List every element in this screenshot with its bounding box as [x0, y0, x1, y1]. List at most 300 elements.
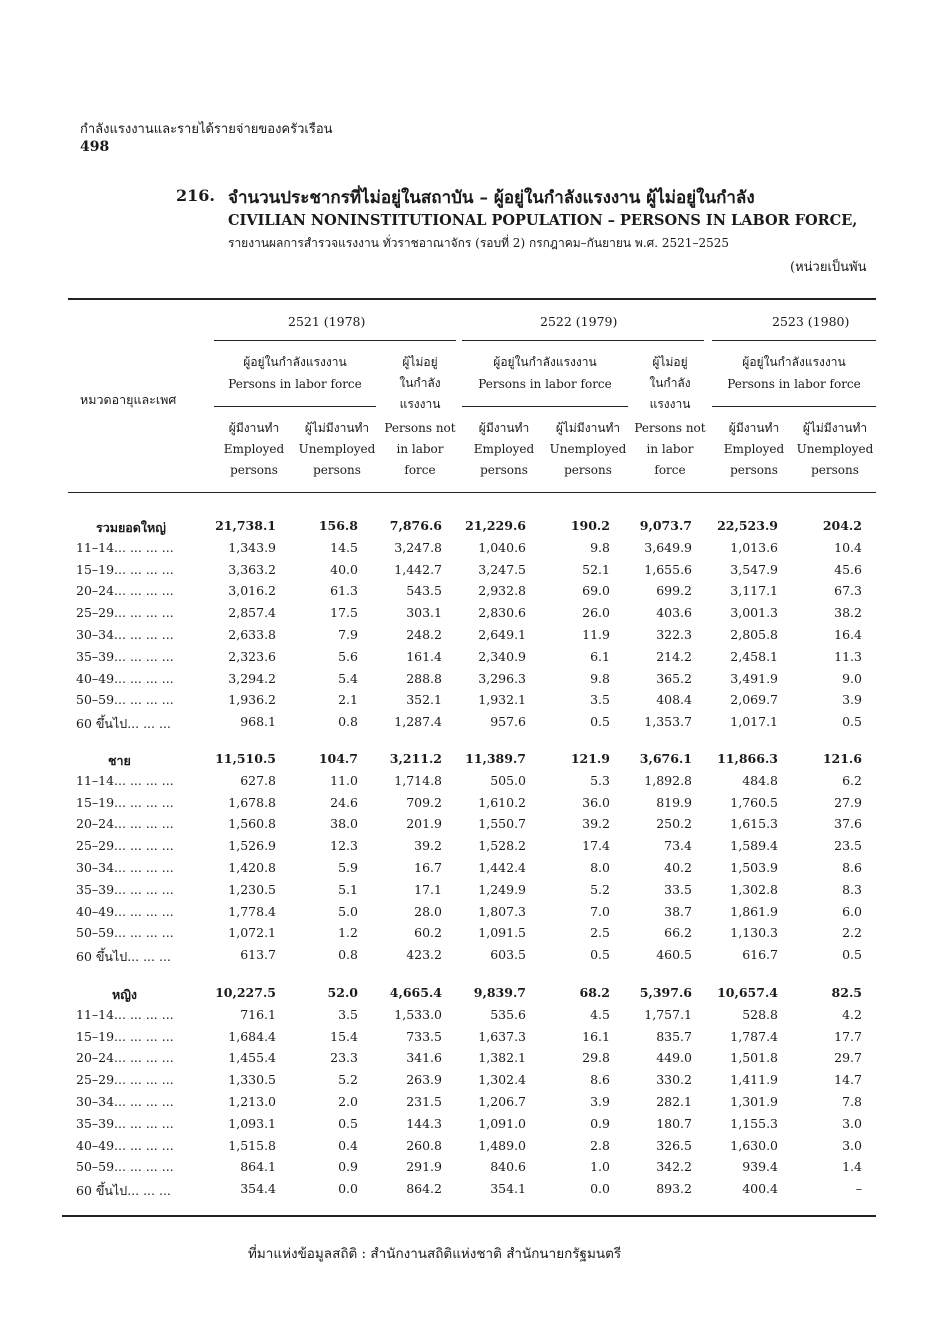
- table-cell: 33.5: [664, 882, 692, 897]
- page-number: 498: [80, 139, 110, 155]
- age-group-label: 50–59... ... ... ...: [76, 1159, 174, 1174]
- section-total-cell: 10,227.5: [215, 985, 276, 1000]
- table-cell: 1,091.0: [478, 1116, 526, 1131]
- age-group-label: 11–14... ... ... ...: [76, 1007, 174, 1022]
- table-cell: 1,610.2: [478, 795, 526, 810]
- section-total-cell: 121.9: [570, 751, 610, 766]
- table-cell: 0.4: [338, 1138, 358, 1153]
- table-cell: 12.3: [330, 838, 358, 853]
- table-title-thai: จำนวนประชากรที่ไม่อยู่ในสถาบัน – ผู้อยู่ในกำลังแรงงาน ผู้ไม่อยู่ในกำลัง: [228, 188, 755, 208]
- table-cell: 11.0: [330, 773, 358, 788]
- table-cell: 5.2: [338, 1072, 358, 1087]
- table-cell: 5.9: [338, 860, 358, 875]
- lf-header-th-1980: ผู้อยู่ในกำลังแรงงาน: [742, 355, 846, 369]
- section-total-cell: 156.8: [318, 518, 358, 533]
- unit-note: (หน่วยเป็นพัน: [790, 260, 867, 275]
- table-title-english: CIVILIAN NONINSTITUTIONAL POPULATION – PERSONS IN LABOR FORCE,: [228, 212, 858, 229]
- section-total-cell: 121.6: [822, 751, 862, 766]
- table-cell: 263.9: [406, 1072, 442, 1087]
- table-cell: 250.2: [656, 816, 692, 831]
- table-cell: 23.3: [330, 1050, 358, 1065]
- table-cell: 1,343.9: [228, 540, 276, 555]
- table-cell: 0.9: [590, 1116, 610, 1131]
- age-group-label: 40–49... ... ... ...: [76, 904, 174, 919]
- table-cell: 1,526.9: [228, 838, 276, 853]
- nlf-header-th2-1979: ในกำลัง: [649, 376, 691, 390]
- age-group-label: 60 ขึ้นไป... ... ...: [76, 1183, 171, 1198]
- emp-header-en2-1979: persons: [480, 463, 528, 477]
- table-cell: 342.2: [656, 1159, 692, 1174]
- emp-header-th-1980: ผู้มีงานทำ: [728, 421, 780, 435]
- section-total-cell: 10,657.4: [717, 985, 778, 1000]
- table-cell: 3,001.3: [730, 605, 778, 620]
- table-cell: 326.5: [656, 1138, 692, 1153]
- table-cell: 2,323.6: [228, 649, 276, 664]
- table-cell: 144.3: [406, 1116, 442, 1131]
- table-cell: 352.1: [406, 692, 442, 707]
- age-group-label: 20–24... ... ... ...: [76, 1050, 174, 1065]
- table-cell: 0.5: [842, 947, 862, 962]
- nlf-header-th3-1978: แรงงาน: [399, 397, 441, 411]
- unemp-header-th-1979: ผู้ไม่มีงานทำ: [555, 421, 621, 435]
- table-cell: 1,501.8: [730, 1050, 778, 1065]
- table-cell: 400.4: [742, 1181, 778, 1196]
- header-bottom-rule: [68, 492, 876, 493]
- table-cell: 1,528.2: [478, 838, 526, 853]
- year-underline-1978: [214, 340, 456, 341]
- table-cell: 26.0: [582, 605, 610, 620]
- table-cell: 1,040.6: [478, 540, 526, 555]
- section-total-cell: 4,665.4: [389, 985, 442, 1000]
- table-cell: 1,287.4: [394, 714, 442, 729]
- table-cell: 38.0: [330, 816, 358, 831]
- section-total-cell: 68.2: [579, 985, 610, 1000]
- section-total-cell: 21,229.6: [465, 518, 526, 533]
- table-cell: 3,363.2: [228, 562, 276, 577]
- age-group-label: 25–29... ... ... ...: [76, 1072, 174, 1087]
- year-underline-1979: [462, 340, 704, 341]
- table-cell: 2.0: [338, 1094, 358, 1109]
- unemp-header-en1-1978: Unemployed: [298, 442, 376, 456]
- table-cell: 10.4: [834, 540, 862, 555]
- section-total-cell: 204.2: [822, 518, 862, 533]
- table-cell: 819.9: [656, 795, 692, 810]
- table-cell: 6.0: [842, 904, 862, 919]
- age-group-label: 20–24... ... ... ...: [76, 816, 174, 831]
- table-cell: 1,072.1: [228, 925, 276, 940]
- table-cell: 11.3: [834, 649, 862, 664]
- age-group-label: 35–39... ... ... ...: [76, 649, 174, 664]
- unemp-header-th-1980: ผู้ไม่มีงานทำ: [802, 421, 868, 435]
- section-total-cell: 104.7: [318, 751, 358, 766]
- table-cell: 161.4: [406, 649, 442, 664]
- table-cell: 0.5: [590, 947, 610, 962]
- table-cell: 9.0: [842, 671, 862, 686]
- table-cell: 449.0: [656, 1050, 692, 1065]
- table-number: 216.: [176, 186, 215, 205]
- table-cell: 0.5: [338, 1116, 358, 1131]
- age-group-label: 30–34... ... ... ...: [76, 1094, 174, 1109]
- table-cell: 1,091.5: [478, 925, 526, 940]
- table-cell: 939.4: [742, 1159, 778, 1174]
- table-cell: 29.7: [834, 1050, 862, 1065]
- table-cell: 4.5: [590, 1007, 610, 1022]
- table-cell: 1,330.5: [228, 1072, 276, 1087]
- table-cell: 864.1: [240, 1159, 276, 1174]
- section-total-cell: 11,510.5: [215, 751, 276, 766]
- table-cell: 1,760.5: [730, 795, 778, 810]
- lf-underline-1979: [462, 406, 628, 407]
- table-cell: 893.2: [656, 1181, 692, 1196]
- table-cell: 484.8: [742, 773, 778, 788]
- table-cell: 6.2: [842, 773, 862, 788]
- table-cell: 14.7: [834, 1072, 862, 1087]
- table-cell: 1,155.3: [730, 1116, 778, 1131]
- section-total-cell: 21,738.1: [215, 518, 276, 533]
- emp-header-en1-1979: Employed: [473, 442, 535, 456]
- table-cell: 15.4: [330, 1029, 358, 1044]
- age-group-label: 25–29... ... ... ...: [76, 838, 174, 853]
- table-cell: 3.9: [590, 1094, 610, 1109]
- section-total-cell: 11,389.7: [465, 751, 526, 766]
- table-cell: 840.6: [490, 1159, 526, 1174]
- table-cell: 3,247.8: [394, 540, 442, 555]
- table-cell: 38.7: [664, 904, 692, 919]
- section-total-cell: 3,676.1: [639, 751, 692, 766]
- age-group-label: 25–29... ... ... ...: [76, 605, 174, 620]
- age-group-label: 15–19... ... ... ...: [76, 562, 174, 577]
- table-cell: 1,302.8: [730, 882, 778, 897]
- nlf-header-en1-1978: Persons not: [384, 421, 456, 435]
- lf-underline-1980: [712, 406, 876, 407]
- row-header-label: หมวดอายุและเพศ: [80, 392, 177, 407]
- table-cell: 968.1: [240, 714, 276, 729]
- table-cell: 45.6: [834, 562, 862, 577]
- table-cell: 16.4: [834, 627, 862, 642]
- table-cell: 303.1: [406, 605, 442, 620]
- unemp-header-th-1978: ผู้ไม่มีงานทำ: [304, 421, 370, 435]
- section-title: ชาย: [108, 753, 131, 768]
- table-cell: 1,213.0: [228, 1094, 276, 1109]
- age-group-label: 11–14... ... ... ...: [76, 540, 174, 555]
- table-cell: 1,301.9: [730, 1094, 778, 1109]
- age-group-label: 50–59... ... ... ...: [76, 692, 174, 707]
- table-cell: 3.5: [338, 1007, 358, 1022]
- table-cell: 423.2: [406, 947, 442, 962]
- table-cell: 1,382.1: [478, 1050, 526, 1065]
- table-cell: 330.2: [656, 1072, 692, 1087]
- table-cell: 8.6: [842, 860, 862, 875]
- table-cell: 17.5: [330, 605, 358, 620]
- table-cell: 460.5: [656, 947, 692, 962]
- lf-header-en-1978: Persons in labor force: [228, 377, 362, 391]
- table-cell: 1,787.4: [730, 1029, 778, 1044]
- table-cell: 603.5: [490, 947, 526, 962]
- table-cell: 2,857.4: [228, 605, 276, 620]
- table-cell: 1,655.6: [644, 562, 692, 577]
- table-cell: 66.2: [664, 925, 692, 940]
- table-cell: 180.7: [656, 1116, 692, 1131]
- table-cell: 1,533.0: [394, 1007, 442, 1022]
- table-cell: 2,932.8: [478, 583, 526, 598]
- table-cell: 9.8: [590, 540, 610, 555]
- table-cell: 14.5: [330, 540, 358, 555]
- table-cell: 0.8: [338, 714, 358, 729]
- emp-header-en2-1978: persons: [230, 463, 278, 477]
- age-group-label: 15–19... ... ... ...: [76, 1029, 174, 1044]
- table-cell: 2,069.7: [730, 692, 778, 707]
- table-cell: 61.3: [330, 583, 358, 598]
- age-group-label: 30–34... ... ... ...: [76, 860, 174, 875]
- table-cell: 8.0: [590, 860, 610, 875]
- table-cell: 9.8: [590, 671, 610, 686]
- table-cell: 864.2: [406, 1181, 442, 1196]
- table-cell: 16.1: [582, 1029, 610, 1044]
- table-cell: 39.2: [414, 838, 442, 853]
- table-cell: 3.5: [590, 692, 610, 707]
- table-cell: 2,830.6: [478, 605, 526, 620]
- lf-header-th-1979: ผู้อยู่ในกำลังแรงงาน: [493, 355, 597, 369]
- table-cell: 231.5: [406, 1094, 442, 1109]
- table-cell: 17.7: [834, 1029, 862, 1044]
- section-total-cell: 7,876.6: [389, 518, 442, 533]
- table-cell: 38.2: [834, 605, 862, 620]
- table-cell: 505.0: [490, 773, 526, 788]
- table-cell: 3,491.9: [730, 671, 778, 686]
- table-cell: 8.6: [590, 1072, 610, 1087]
- section-total-cell: 11,866.3: [717, 751, 778, 766]
- table-cell: 3,016.2: [228, 583, 276, 598]
- table-cell: 1,503.9: [730, 860, 778, 875]
- table-cell: –: [855, 1181, 862, 1196]
- emp-header-th-1979: ผู้มีงานทำ: [478, 421, 530, 435]
- table-cell: 40.2: [664, 860, 692, 875]
- table-cell: 3,294.2: [228, 671, 276, 686]
- table-cell: 8.3: [842, 882, 862, 897]
- table-cell: 403.6: [656, 605, 692, 620]
- table-cell: 4.2: [842, 1007, 862, 1022]
- nlf-header-en2-1978: in labor: [396, 442, 444, 456]
- age-group-label: 35–39... ... ... ...: [76, 882, 174, 897]
- table-cell: 3.9: [842, 692, 862, 707]
- table-cell: 60.2: [414, 925, 442, 940]
- lf-header-th-1978: ผู้อยู่ในกำลังแรงงาน: [243, 355, 347, 369]
- table-cell: 27.9: [834, 795, 862, 810]
- table-cell: 709.2: [406, 795, 442, 810]
- section-total-cell: 82.5: [831, 985, 862, 1000]
- table-cell: 1,757.1: [644, 1007, 692, 1022]
- table-cell: 291.9: [406, 1159, 442, 1174]
- table-cell: 1,778.4: [228, 904, 276, 919]
- table-cell: 1,807.3: [478, 904, 526, 919]
- table-cell: 36.0: [582, 795, 610, 810]
- table-cell: 1,353.7: [644, 714, 692, 729]
- table-cell: 1,093.1: [228, 1116, 276, 1131]
- table-cell: 1.0: [590, 1159, 610, 1174]
- table-cell: 1,130.3: [730, 925, 778, 940]
- table-cell: 288.8: [406, 671, 442, 686]
- table-cell: 1,684.4: [228, 1029, 276, 1044]
- table-cell: 733.5: [406, 1029, 442, 1044]
- table-cell: 28.0: [414, 904, 442, 919]
- table-cell: 1,550.7: [478, 816, 526, 831]
- unemp-header-en1-1979: Unemployed: [549, 442, 627, 456]
- table-cell: 3,547.9: [730, 562, 778, 577]
- table-cell: 0.5: [842, 714, 862, 729]
- table-cell: 1,936.2: [228, 692, 276, 707]
- table-cell: 322.3: [656, 627, 692, 642]
- table-cell: 1,861.9: [730, 904, 778, 919]
- age-group-label: 20–24... ... ... ...: [76, 583, 174, 598]
- table-cell: 39.2: [582, 816, 610, 831]
- table-source-line: รายงานผลการสำรวจแรงงาน ทั่วราชอาณาจักร (รอบที่ 2) กรกฎาคม–กันยายน พ.ศ. 2521–2525: [228, 236, 729, 250]
- table-cell: 1,249.9: [478, 882, 526, 897]
- table-cell: 699.2: [656, 583, 692, 598]
- table-cell: 1,230.5: [228, 882, 276, 897]
- table-cell: 2,633.8: [228, 627, 276, 642]
- table-cell: 354.4: [240, 1181, 276, 1196]
- section-total-cell: 9,073.7: [639, 518, 692, 533]
- year-header-1980: 2523 (1980): [772, 314, 850, 329]
- table-cell: 2,805.8: [730, 627, 778, 642]
- age-group-label: 30–34... ... ... ...: [76, 627, 174, 642]
- nlf-header-en3-1978: force: [404, 463, 436, 477]
- section-title: หญิง: [112, 987, 137, 1002]
- table-cell: 1,932.1: [478, 692, 526, 707]
- table-cell: 7.9: [338, 627, 358, 642]
- section-total-cell: 5,397.6: [639, 985, 692, 1000]
- emp-header-th-1978: ผู้มีงานทำ: [228, 421, 280, 435]
- table-cell: 2.5: [590, 925, 610, 940]
- table-cell: 0.0: [338, 1181, 358, 1196]
- table-cell: 6.1: [590, 649, 610, 664]
- age-group-label: 60 ขึ้นไป... ... ...: [76, 716, 171, 731]
- table-cell: 543.5: [406, 583, 442, 598]
- table-cell: 1.4: [842, 1159, 862, 1174]
- section-total-cell: 9,839.7: [473, 985, 526, 1000]
- table-cell: 835.7: [656, 1029, 692, 1044]
- table-cell: 67.3: [834, 583, 862, 598]
- table-cell: 5.4: [338, 671, 358, 686]
- table-cell: 3,117.1: [730, 583, 778, 598]
- table-cell: 365.2: [656, 671, 692, 686]
- table-cell: 5.0: [338, 904, 358, 919]
- table-cell: 1,442.7: [394, 562, 442, 577]
- nlf-header-th1-1979: ผู้ไม่อยู่: [652, 355, 688, 369]
- table-cell: 1,411.9: [730, 1072, 778, 1087]
- nlf-header-th2-1978: ในกำลัง: [399, 376, 441, 390]
- section-total-cell: 190.2: [570, 518, 610, 533]
- table-cell: 0.9: [338, 1159, 358, 1174]
- table-cell: 408.4: [656, 692, 692, 707]
- nlf-header-en2-1979: in labor: [646, 442, 694, 456]
- table-cell: 1,515.8: [228, 1138, 276, 1153]
- table-cell: 354.1: [490, 1181, 526, 1196]
- age-group-label: 35–39... ... ... ...: [76, 1116, 174, 1131]
- lf-underline-1978: [214, 406, 376, 407]
- footer-source: ที่มาแห่งข้อมูลสถิติ : สำนักงานสถิติแห่งชาติ สำนักนายกรัฐมนตรี: [248, 1246, 622, 1262]
- section-total-cell: 3,211.2: [389, 751, 442, 766]
- table-cell: 1,420.8: [228, 860, 276, 875]
- table-cell: 3,296.3: [478, 671, 526, 686]
- table-cell: 201.9: [406, 816, 442, 831]
- table-cell: 214.2: [656, 649, 692, 664]
- nlf-header-th1-1978: ผู้ไม่อยู่: [402, 355, 438, 369]
- section-title: รวมยอดใหญ่: [96, 520, 166, 535]
- table-cell: 1,560.8: [228, 816, 276, 831]
- year-header-1979: 2522 (1979): [540, 314, 618, 329]
- table-cell: 716.1: [240, 1007, 276, 1022]
- table-cell: 260.8: [406, 1138, 442, 1153]
- table-cell: 248.2: [406, 627, 442, 642]
- age-group-label: 50–59... ... ... ...: [76, 925, 174, 940]
- table-cell: 11.9: [582, 627, 610, 642]
- year-underline-1980: [712, 340, 876, 341]
- table-cell: 613.7: [240, 947, 276, 962]
- age-group-label: 11–14... ... ... ...: [76, 773, 174, 788]
- table-cell: 40.0: [330, 562, 358, 577]
- table-cell: 627.8: [240, 773, 276, 788]
- table-cell: 2.1: [338, 692, 358, 707]
- table-cell: 37.6: [834, 816, 862, 831]
- table-cell: 1,637.3: [478, 1029, 526, 1044]
- nlf-header-th3-1979: แรงงาน: [649, 397, 691, 411]
- table-cell: 5.2: [590, 882, 610, 897]
- table-cell: 1,206.7: [478, 1094, 526, 1109]
- year-header-1978: 2521 (1978): [288, 314, 366, 329]
- lf-header-en-1979: Persons in labor force: [478, 377, 612, 391]
- table-cell: 7.8: [842, 1094, 862, 1109]
- table-cell: 535.6: [490, 1007, 526, 1022]
- unemp-header-en2-1980: persons: [811, 463, 859, 477]
- table-cell: 1,442.4: [478, 860, 526, 875]
- table-cell: 2,649.1: [478, 627, 526, 642]
- table-cell: 1,678.8: [228, 795, 276, 810]
- table-cell: 1,017.1: [730, 714, 778, 729]
- table-cell: 17.1: [414, 882, 442, 897]
- nlf-header-en3-1979: force: [654, 463, 686, 477]
- table-top-rule: [68, 298, 876, 300]
- emp-header-en2-1980: persons: [730, 463, 778, 477]
- table-cell: 5.1: [338, 882, 358, 897]
- table-cell: 1,489.0: [478, 1138, 526, 1153]
- table-cell: 16.7: [414, 860, 442, 875]
- table-cell: 3,247.5: [478, 562, 526, 577]
- table-bottom-rule: [62, 1215, 876, 1217]
- table-cell: 1,013.6: [730, 540, 778, 555]
- table-cell: 2,458.1: [730, 649, 778, 664]
- table-cell: 2.2: [842, 925, 862, 940]
- age-group-label: 60 ขึ้นไป... ... ...: [76, 949, 171, 964]
- table-cell: 5.6: [338, 649, 358, 664]
- table-cell: 341.6: [406, 1050, 442, 1065]
- table-cell: 1,630.0: [730, 1138, 778, 1153]
- emp-header-en1-1980: Employed: [723, 442, 785, 456]
- table-cell: 5.3: [590, 773, 610, 788]
- table-cell: 1,892.8: [644, 773, 692, 788]
- table-cell: 2.8: [590, 1138, 610, 1153]
- table-cell: 69.0: [582, 583, 610, 598]
- table-cell: 1,714.8: [394, 773, 442, 788]
- table-cell: 616.7: [742, 947, 778, 962]
- unemp-header-en2-1978: persons: [313, 463, 361, 477]
- table-cell: 29.8: [582, 1050, 610, 1065]
- table-cell: 957.6: [490, 714, 526, 729]
- table-cell: 1,302.4: [478, 1072, 526, 1087]
- table-cell: 0.5: [590, 714, 610, 729]
- table-cell: 282.1: [656, 1094, 692, 1109]
- table-cell: 23.5: [834, 838, 862, 853]
